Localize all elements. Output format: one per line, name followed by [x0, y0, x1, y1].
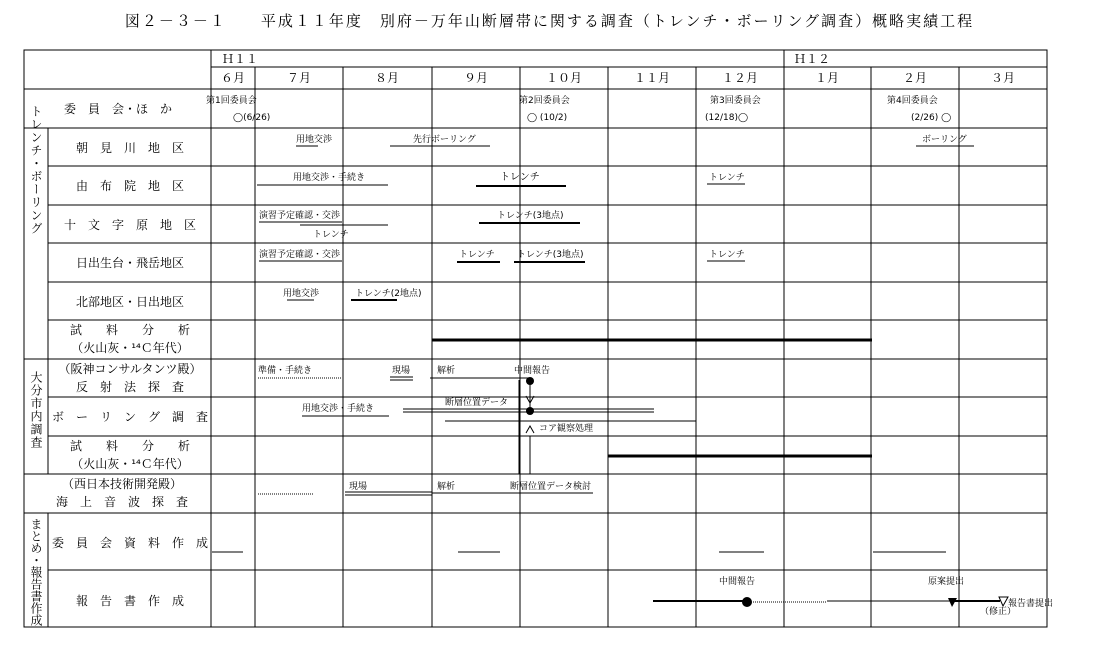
- row-label-reflection: 反 射 法 探 査: [75, 380, 185, 394]
- chart-title: 図２－３－１ 平成１１年度 別府－万年山断層帯に関する調査（トレンチ・ボーリング調査）概略実績工程: [124, 12, 975, 30]
- month-label: ２月: [902, 71, 928, 85]
- month-label: １月: [814, 71, 840, 85]
- task-label: トレンチ(3地点): [497, 211, 564, 221]
- task-label: 断層位置データ検討: [510, 482, 592, 492]
- milestone-marker: [526, 407, 534, 415]
- row-label-analysis-sub: （火山灰・¹⁴Ｃ年代）: [71, 341, 189, 355]
- row-label-committee-docs: 委 員 会 資 料 作 成: [51, 536, 209, 550]
- group-oita-label: 大分市内調査: [29, 371, 43, 449]
- task-label: 準備・手続き: [258, 366, 313, 376]
- milestone-marker: [948, 598, 957, 607]
- committee-1-name: 第1回委員会: [206, 96, 257, 106]
- task-label: トレンチ: [500, 172, 540, 183]
- month-label: １１月: [633, 71, 671, 85]
- task-label: 解析: [437, 366, 456, 376]
- month-label: ６月: [220, 71, 246, 85]
- milestone-marker: [999, 597, 1008, 606]
- month-label: ７月: [286, 71, 312, 85]
- task-label: 演習予定確認・交渉: [259, 211, 341, 221]
- group-summary-label: まとめ・報告書作成: [29, 518, 43, 626]
- task-label: 原案提出: [928, 577, 965, 587]
- task-label: 先行ボーリング: [413, 135, 476, 145]
- task-label: 用地交渉: [283, 289, 320, 299]
- row-label-jumonji: 十 文 字 原 地 区: [63, 218, 197, 232]
- task-label: 用地交渉: [296, 135, 333, 145]
- row-label-reflection-company: （阪神コンサルタンツ殿）: [58, 362, 202, 376]
- task-label: トレンチ(2地点): [355, 289, 422, 299]
- month-label: １２月: [721, 71, 759, 85]
- task-label: 演習予定確認・交渉: [259, 250, 341, 260]
- task-label: 用地交渉・手続き: [302, 404, 375, 414]
- task-label: 中間報告: [719, 577, 756, 587]
- committee-3-name: 第3回委員会: [710, 96, 761, 106]
- task-label: 用地交渉・手続き: [293, 173, 366, 183]
- committee-4-name: 第4回委員会: [887, 96, 938, 106]
- committee-1-date: ◯(6/26): [233, 113, 271, 123]
- task-label: トレンチ: [709, 173, 745, 183]
- committee-2-date: ◯ (10/2): [527, 113, 568, 123]
- task-label: コア観察処理: [539, 424, 594, 434]
- task-label: ボーリング: [922, 135, 967, 145]
- row-label-boring: ボ ー リ ン グ 調 査: [51, 410, 209, 424]
- row-label-yufuin: 由 布 院 地 区: [75, 179, 185, 193]
- task-label: 断層位置データ: [445, 398, 509, 408]
- committee-2-name: 第2回委員会: [519, 96, 570, 106]
- milestone-marker: [742, 597, 752, 607]
- task-label: トレンチ: [709, 250, 745, 260]
- row-label-sonic: 海 上 音 波 探 査: [55, 495, 189, 509]
- year-h11: Ｈ１１: [222, 52, 259, 66]
- row-label-sonic-company: （西日本技術開発殿）: [61, 477, 183, 491]
- task-label: 現場: [349, 482, 368, 492]
- task-label: トレンチ: [459, 250, 495, 260]
- group-trench-label: トレンチ・ボーリング: [29, 105, 43, 235]
- task-label: 中間報告: [514, 366, 551, 376]
- committee-label: 委 員 会・ほ か: [63, 102, 173, 116]
- task-label: トレンチ(3地点): [517, 250, 584, 260]
- month-label: １０月: [545, 71, 583, 85]
- task-label: トレンチ: [313, 230, 349, 240]
- month-label: ８月: [374, 71, 400, 85]
- committee-3-date: (12/18)◯: [705, 113, 749, 123]
- row-label-asami: 朝 見 川 地 区: [75, 141, 185, 155]
- task-label: 報告書提出: [1008, 599, 1054, 609]
- milestone-marker: [526, 377, 534, 385]
- year-h12: Ｈ１２: [794, 52, 831, 66]
- committee-4-date: (2/26) ◯: [911, 113, 952, 123]
- row-label-analysis2: 試 料 分 析: [69, 439, 191, 453]
- task-label: （修正）: [980, 607, 1017, 617]
- row-label-analysis2-sub: （火山灰・¹⁴Ｃ年代）: [71, 457, 189, 471]
- row-label-hiji: 日出生台・飛岳地区: [75, 256, 185, 270]
- row-label-analysis: 試 料 分 析: [69, 323, 191, 337]
- arrow-head: [526, 426, 534, 433]
- row-label-report: 報 告 書 作 成: [75, 594, 185, 608]
- task-label: 解析: [437, 482, 456, 492]
- row-label-hokubu: 北部地区・日出地区: [75, 295, 185, 309]
- task-label: 現場: [392, 366, 411, 376]
- month-label: ３月: [990, 71, 1016, 85]
- month-label: ９月: [463, 71, 489, 85]
